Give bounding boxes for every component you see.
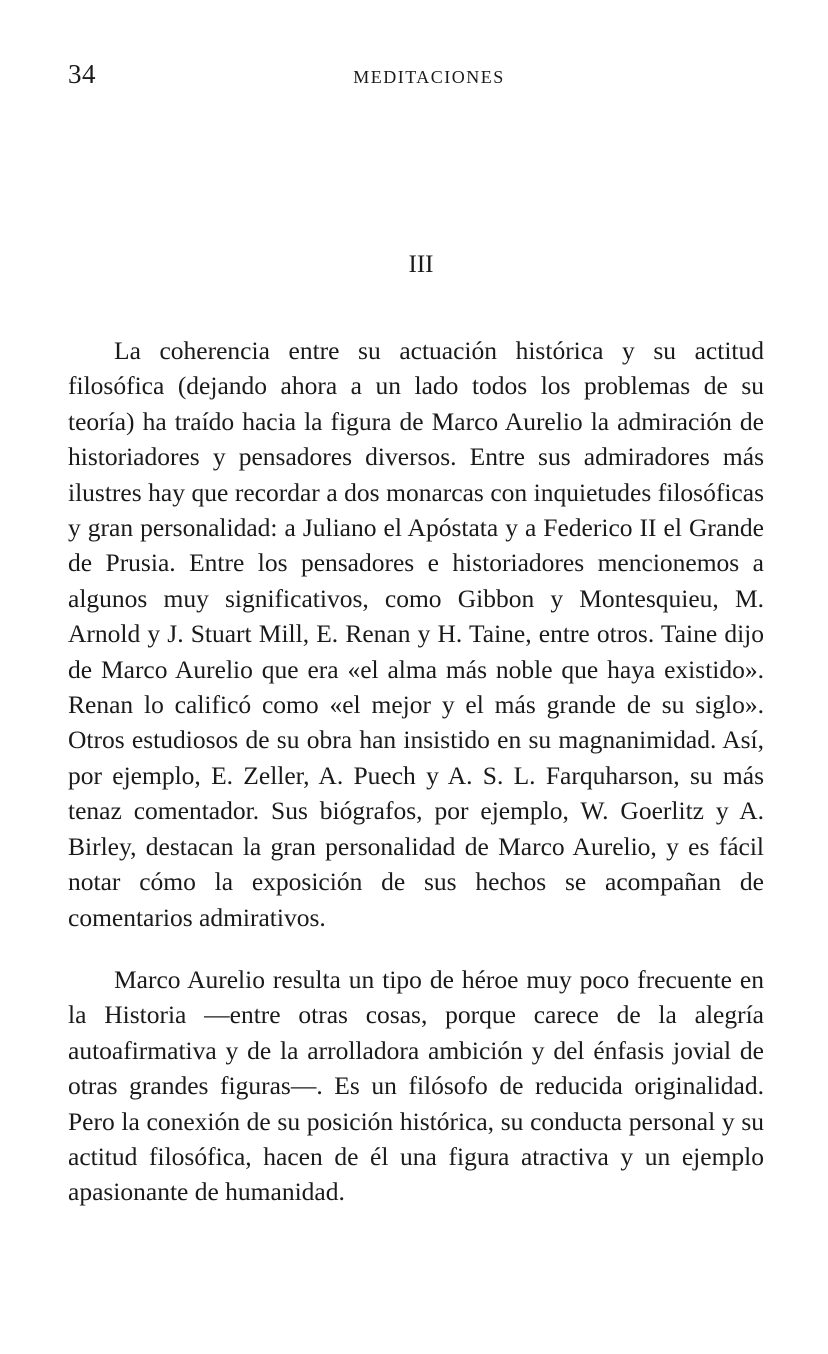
body-text [68,333,764,1210]
paragraph-2: Marco Aurelio resulta un tipo de héroe muy poco frecuente en la Historia —entre otras cosas, porque carece de la alegría autoafirmativa y de la arrolladora ambición y del énfasis jovial de otras grandes figuras—. Es un filósofo de reducida originalidad. Pero la conexión de su posición histórica, su conducta personal y su actitud filosófica, hacen de él una figura atractiva y un ejemplo apasionante de humanidad. [68,964,764,1207]
paragraph-1: La coherencia entre su actuación histórica y su actitud filosófica (dejando ahora a un lado todos los problemas de su teoría) ha traído hacia la figura de Marco Aurelio la admiración de historiadores y pensadores diversos. Entre sus admiradores más ilustres hay que recordar a dos monarcas con inquietudes filosóficas y gran personalidad: a Juliano el Apóstata y a Federico II el Grande de Prusia. Entre los pensadores e historiadores mencionemos a algunos muy significativos, como Gibbon y Montesquieu, M. Arnold y J. Stuart Mill, E. Renan y H. Taine, entre otros. Taine dijo de Marco Aurelio que era «el alma más noble que haya existido». Renan lo calificó como «el mejor y el más grande de su siglo». Otros estudiosos de su obra han insistido en su magnanimidad. Así, por ejemplo, E. Zeller, A. Puech y A. S. L. Farquharson, su más tenaz comentador. Sus biógrafos, por ejemplo, W. Goerlitz y A. Birley, destacan la gran personalidad de Marco Aurelio, y es fácil notar cómo la exposición de sus hechos se acompañan de comentarios admirativos. [68,336,764,932]
page-number: 34 [68,59,96,89]
section-number: III [408,251,434,278]
running-head: MEDITACIONES [353,67,505,87]
